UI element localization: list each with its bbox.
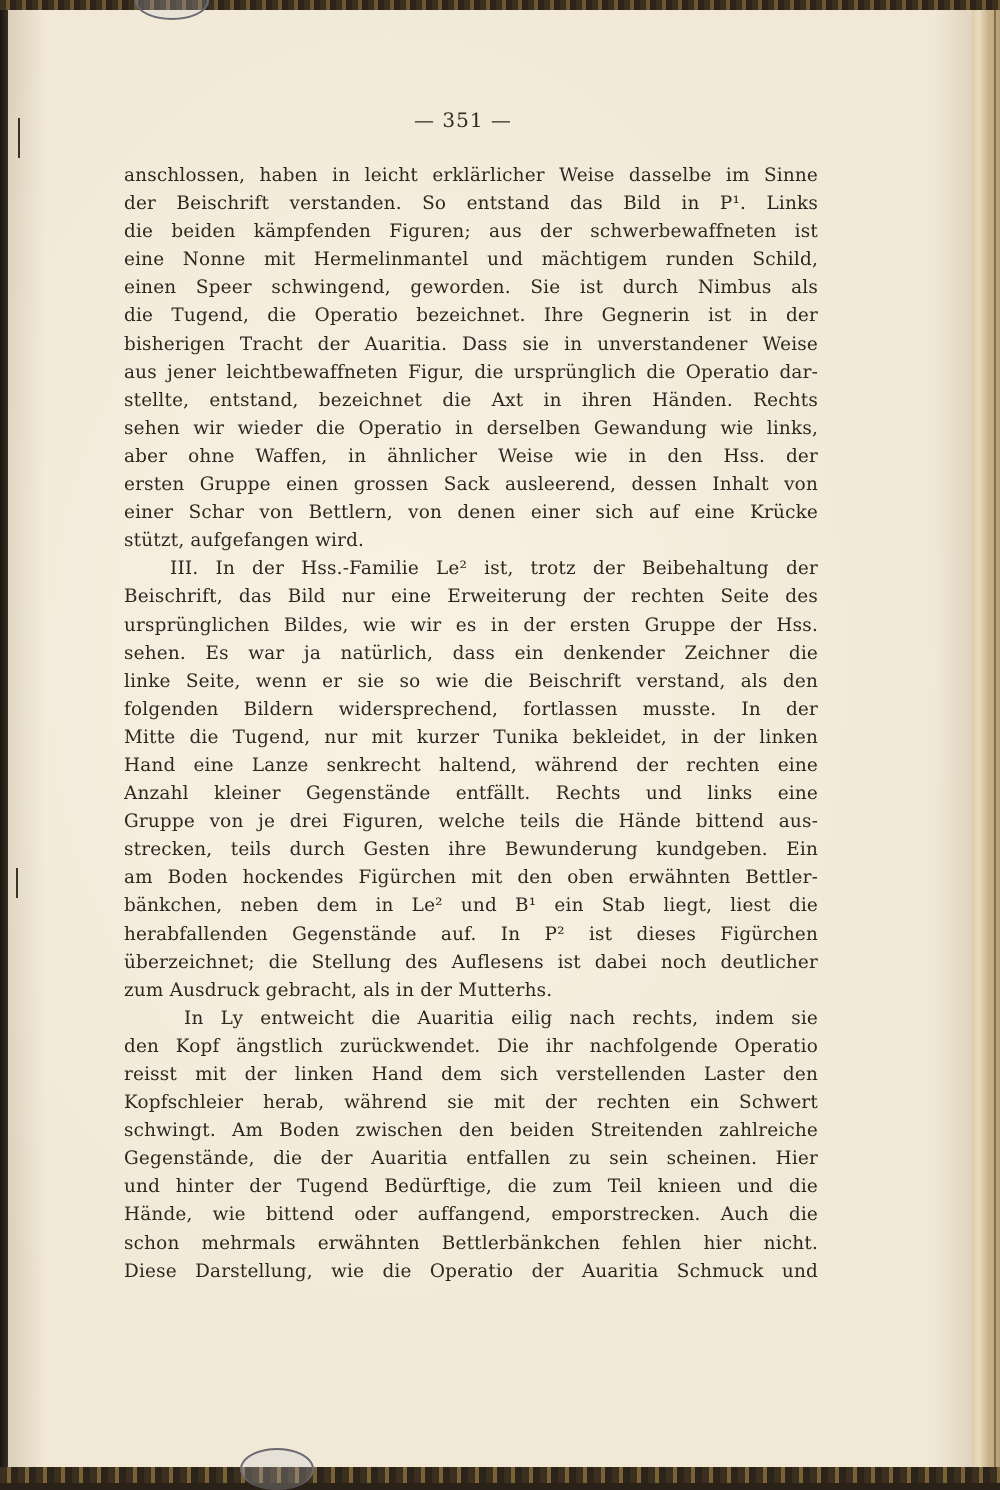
text-line: sehen. Es war ja natürlich, dass ein denkender Zeichner die [124, 642, 818, 664]
text-line: In Ly entweicht die Auaritia eilig nach rechts, indem sie [184, 1007, 818, 1029]
text-line: und hinter der Tugend Bedürftige, die zum Teil knieen und die [124, 1176, 818, 1198]
cover-edge-bottom [0, 1467, 1000, 1483]
margin-mark [16, 868, 18, 898]
text-line: anschlossen, haben in leicht erklärlicher Weise dasselbe im Sinne [124, 165, 818, 186]
text-line: aber ohne Waffen, in ähnlicher Weise wie in den Hss. der [124, 445, 818, 467]
text-line: ersten Gruppe einen grossen Sack ausleerend, dessen Inhalt von [124, 474, 818, 496]
text-line: stützt, aufgefangen wird. [124, 530, 365, 552]
text-line: am Boden hockendes Figürchen mit den oben erwähnten Bettler- [124, 867, 818, 889]
text-line: linke Seite, wenn er sie so wie die Beischrift verstand, als den [124, 670, 818, 692]
text-line: reisst mit der linken Hand dem sich verstellenden Laster den [124, 1064, 818, 1085]
text-line: schwingt. Am Boden zwischen den beiden Streitenden zahlreiche [124, 1120, 818, 1142]
text-line: schon mehrmals erwähnten Bettlerbänkchen fehlen hier nicht. [124, 1232, 818, 1254]
text-line: Anzahl kleiner Gegenstände entfällt. Rechts und links eine [124, 783, 818, 805]
text-line: folgenden Bildern widersprechend, fortlassen musste. In der [124, 698, 818, 720]
text-line: Beischrift, das Bild nur eine Erweiterung der rechten Seite des [124, 586, 818, 608]
text-line: Kopfschleier herab, während sie mit der rechten ein Schwert [124, 1092, 818, 1114]
text-line: überzeichnet; die Stellung des Auflesens ist dabei noch deutlicher [124, 951, 818, 973]
text-line: strecken, teils durch Gesten ihre Bewunderung kundgeben. Ein [124, 839, 818, 861]
text-line: den Kopf ängstlich zurückwendet. Die ihr nachfolgende Operatio [124, 1035, 818, 1057]
text-line: Hände, wie bittend oder auffangend, emporstrecken. Auch die [124, 1204, 818, 1226]
text-line: die beiden kämpfenden Figuren; aus der schwerbewaffneten ist [124, 221, 818, 243]
text-line: Hand eine Lanze senkrecht haltend, während der rechten eine [124, 754, 818, 776]
book-binding-left [0, 0, 8, 1483]
clip-bottom [240, 1448, 314, 1490]
text-line: der Beischrift verstanden. So entstand das Bild in P¹. Links [124, 193, 818, 215]
text-line: Mitte die Tugend, nur mit kurzer Tunika bekleidet, in der linken [124, 726, 818, 748]
text-line: bänkchen, neben dem in Le² und B¹ ein Stab liegt, liest die [124, 895, 818, 917]
text-line: einer Schar von Bettlern, von denen einer sich auf eine Krücke [124, 502, 818, 524]
text-line: eine Nonne mit Hermelinmantel und mächtigem runden Schild, [124, 249, 818, 271]
text-line: bisherigen Tracht der Auaritia. Dass sie in unverstandener Weise [124, 333, 818, 355]
page-edge-stack [970, 6, 1000, 1471]
text-line: Diese Darstellung, wie die Operatio der Auaritia Schmuck und [124, 1260, 818, 1282]
book-page [8, 8, 972, 1470]
text-line: III. In der Hss.-Familie Le² ist, trotz der Beibehaltung der [170, 558, 818, 580]
text-line: Gegenstände, die der Auaritia entfallen zu sein scheinen. Hier [124, 1148, 818, 1170]
text-line: Gruppe von je drei Figuren, welche teils die Hände bittend aus- [124, 811, 818, 833]
text-line: zum Ausdruck gebracht, als in der Mutterhs. [124, 979, 553, 1001]
page-number: — 351 — [414, 108, 512, 132]
text-line: aus jener leichtbewaffneten Figur, die ursprünglich die Operatio dar- [124, 361, 818, 383]
text-line: einen Speer schwingend, geworden. Sie ist durch Nimbus als [124, 277, 818, 299]
text-line: sehen wir wieder die Operatio in derselben Gewandung wie links, [124, 417, 818, 439]
text-line: die Tugend, die Operatio bezeichnet. Ihre Gegnerin ist in der [124, 305, 818, 327]
body-text [124, 162, 818, 1286]
text-line: ursprünglichen Bildes, wie wir es in der ersten Gruppe der Hss. [124, 614, 818, 636]
text-line: stellte, entstand, bezeichnet die Axt in ihren Händen. Rechts [124, 389, 818, 411]
text-line: herabfallenden Gegenstände auf. In P² ist dieses Figürchen [124, 923, 818, 945]
